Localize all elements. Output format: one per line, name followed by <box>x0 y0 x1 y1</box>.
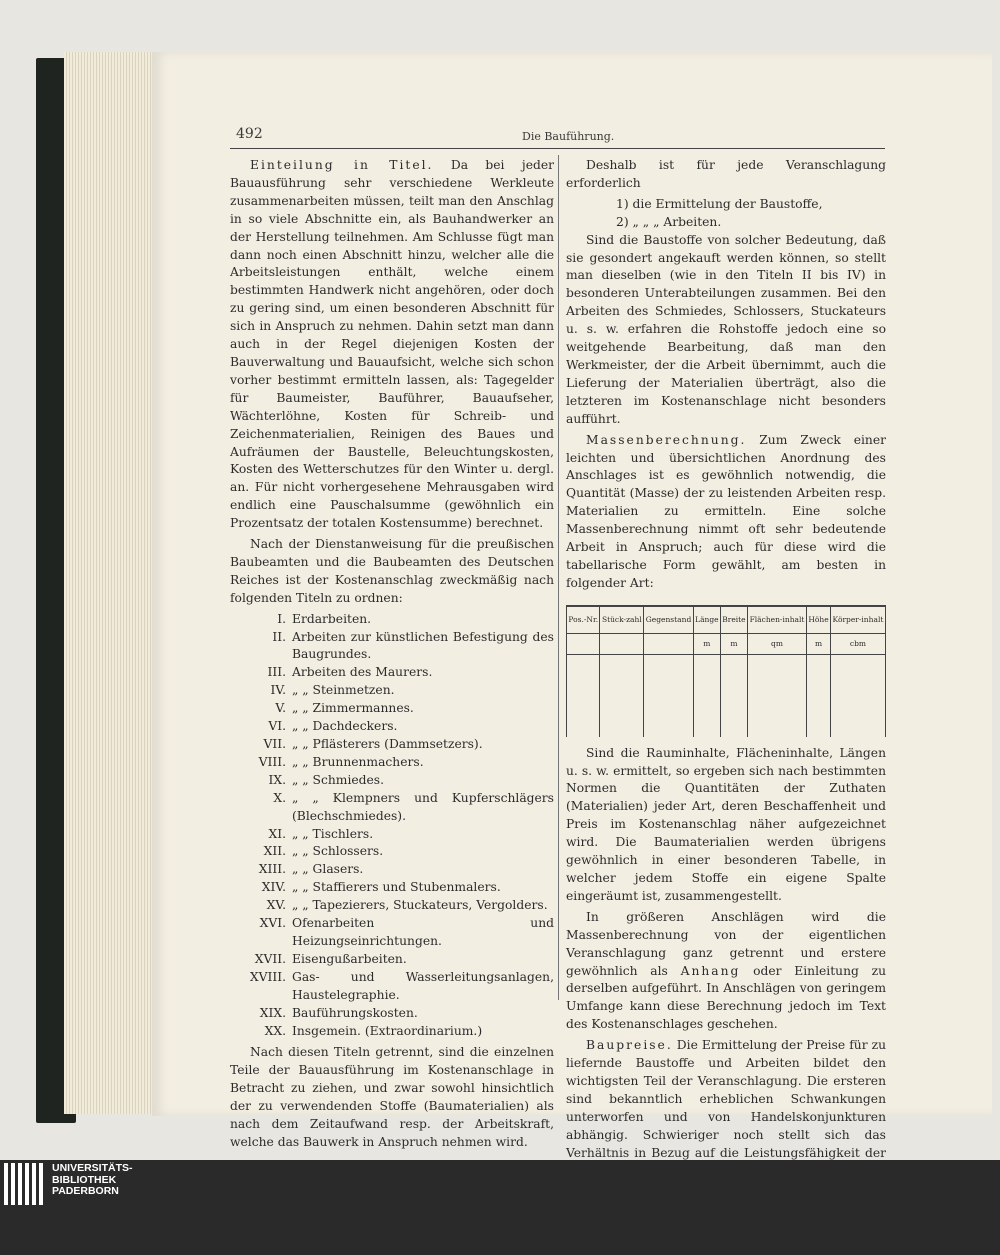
title-number: VI. <box>268 719 286 734</box>
title-item <box>230 611 554 629</box>
paragraph-text: Da bei jeder Bauausführung sehr verschiedene Werkleute zusammenarbeiten müssen, teilt man den Anschlag in so viele Abschnitte ein, als Bauhandwerker an der Herstellung teilnehmen. Am Schlusse fügt man dann noch einen Abschnitt hinzu, welcher alle die Arbeitsleistungen enthält, welche einem bestimmten Handwerk nicht angehören, oder doch zu gering sind, um einen besonderen Abschnitt für sich in Anspruch zu nehmen. Dahin setzt man dann auch in der Regel diejenigen Kosten der Bauverwaltung und Bauaufsicht, welche sich schon vorher bestimmt ermitteln lassen, als: Tagegelder für Baumeister, Bauführer, Bauaufseher, Wächterlöhne, Kosten für Schreib- und Zeichenmaterialien, Reinigen des Baues und Aufräumen der Baustelle, Beleuchtungskosten, Kosten des Wetterschutzes für den Winter u. dergl. an. Für nicht vorhergesehene Mehrausgaben wird endlich eine Pauschalsumme (gewöhnlich ein Prozentsatz der totalen Kostensumme) berechnet. <box>230 158 554 531</box>
title-number: XIX. <box>259 1005 286 1020</box>
footer-bar <box>0 1160 1000 1210</box>
title-text: Eisengußarbeiten. <box>292 951 407 966</box>
table-row <box>567 654 886 737</box>
title-text: Arbeiten des Maurers. <box>292 665 433 680</box>
title-item <box>230 843 554 861</box>
title-text: Insgemein. (Extraordinarium.) <box>292 1023 483 1038</box>
title-item <box>230 664 554 682</box>
title-item <box>230 629 554 665</box>
paragraph: Sind die Baustoffe von solcher Bedeutung, daß sie gesondert angekauft werden können, so stellt man dieselben (wie in den Titeln II bis IV) in besonderen Unterabteilungen zusammen. Bei den Arbeiten des Schmiedes, Schlossers, Stuckateurs u. s. w. erfahren die Rohstoffe jedoch eine so weitgehende Bearbeitung, daß man den Werkmeister, der die Arbeit übernimmt, auch die Lieferung der Materialien überträgt, also die letzteren im Kostenanschlage nicht besonders aufführt. <box>566 232 886 426</box>
table-units-row <box>567 633 886 654</box>
table-cell <box>600 654 644 737</box>
paragraph <box>566 432 886 593</box>
table-header-cell: Pos.-Nr. <box>567 606 600 634</box>
title-text: „ „ Zimmermannes. <box>292 701 414 716</box>
logo-line: UNIVERSITÄTS- <box>52 1162 133 1174</box>
paragraph: Nach der Dienstanweisung für die preußischen Baubeamten und die Baubeamten des Deutschen Reiches ist der Kostenanschlag zweckmäßig nach folgenden Titeln zu ordnen: <box>230 537 554 605</box>
title-item <box>230 790 554 826</box>
left-column <box>230 157 554 1155</box>
logo-line: BIBLIOTHEK <box>52 1173 117 1186</box>
table-header-cell: Flächen-inhalt <box>747 606 806 634</box>
title-text: „ „ Tapezierers, Stuckateurs, Vergolders. <box>292 898 548 913</box>
title-item <box>230 861 554 879</box>
paragraph: Sind die Rauminhalte, Flächeninhalte, Längen u. s. w. ermittelt, so ergeben sich nach bestimmten Normen die Quantitäten der Zuthaten (Materialien) jeder Art, deren Beschaffenheit und Preis im Kostenanschlag näher aufgezeichnet wird. Die Baumaterialien werden übrigens gewöhnlich in einer besonderen Tabelle, in welcher jedem Stoffe ein eigene Spalte eingeräumt ist, zusammengestellt. <box>566 745 886 903</box>
title-number: XII. <box>263 844 286 859</box>
table-unit-cell <box>600 633 644 654</box>
table-unit-cell: m <box>693 633 720 654</box>
title-number: I. <box>277 611 286 626</box>
table-unit-cell: m <box>720 633 747 654</box>
title-text: „ „ Tischlers. <box>292 826 374 841</box>
table-unit-cell: qm <box>747 633 806 654</box>
title-number: XIV. <box>261 880 286 895</box>
paragraph <box>566 1037 886 1252</box>
table-cell <box>830 654 885 737</box>
title-item <box>230 915 554 951</box>
requirement-list <box>566 196 886 232</box>
table-header-row <box>567 606 886 634</box>
title-item <box>230 718 554 736</box>
title-number: III. <box>267 665 286 680</box>
title-item <box>230 754 554 772</box>
title-text: „ „ Glasers. <box>292 862 364 877</box>
title-item <box>230 736 554 754</box>
table-cell <box>644 654 694 737</box>
running-title: Die Bauführung. <box>522 130 615 143</box>
title-number: XIII. <box>258 862 286 877</box>
title-text: Erdarbeiten. <box>292 611 372 626</box>
title-item <box>230 969 554 1005</box>
table-unit-cell: m <box>807 633 831 654</box>
title-number: XVIII. <box>249 969 286 984</box>
table-cell <box>747 654 806 737</box>
header-rule <box>230 148 885 149</box>
table-cell <box>567 654 600 737</box>
list-item: 2) „ „ „ Arbeiten. <box>616 214 722 229</box>
title-text: „ „ Staffierers und Stubenmalers. <box>292 880 501 895</box>
paragraph-text: Die Ermittelung der Preise für zu liefernde Baustoffe und Arbeiten bildet den wichtigsten Teil der Veranschlagung. Die ersteren sind bekanntlich erheblichen Schwankungen unterworfen und von Handelskonjunkturen abhängig. Schwieriger noch stellt sich das Verhältnis in Bezug auf die Leistungsfähigkeit der Angebot geregelte, Arbeitslohn berechnet, welchen der Arbeiter erhält. <box>566 1038 886 1250</box>
library-logo-text <box>52 1163 133 1198</box>
paragraph <box>230 157 554 533</box>
table-unit-cell <box>567 633 600 654</box>
title-text: „ „ Brunnenmachers. <box>292 754 424 769</box>
title-text: Bauführungskosten. <box>292 1005 418 1020</box>
table-header-cell: Körper-inhalt <box>830 606 885 634</box>
title-number: V. <box>275 701 286 716</box>
table-header-cell: Gegenstand <box>644 606 694 634</box>
table-cell <box>807 654 831 737</box>
title-number: IV. <box>270 683 286 698</box>
mass-calculation-table <box>566 605 886 737</box>
title-number: XV. <box>266 898 286 913</box>
title-number: XVII. <box>254 951 286 966</box>
section-lead: Massenberechnung. <box>586 432 747 447</box>
title-number: VIII. <box>258 754 286 769</box>
table-unit-cell: cbm <box>830 633 885 654</box>
title-text: „ „ Steinmetzen. <box>292 683 395 698</box>
title-item <box>230 700 554 718</box>
title-list <box>230 611 554 1041</box>
title-item <box>230 1023 554 1041</box>
title-number: XVI. <box>259 916 286 931</box>
title-text: Ofenarbeiten und Heizungseinrichtungen. <box>292 916 554 948</box>
title-item <box>230 897 554 915</box>
column-divider <box>558 155 559 1000</box>
paragraph-text: In größeren Anschlägen wird die Massenberechnung von der eigentlichen Veranschlagung ganz getrennt und erstere gewöhnlich als <box>566 909 886 978</box>
title-item <box>230 772 554 790</box>
title-number: XX. <box>264 1023 286 1038</box>
title-text: „ „ Schmiedes. <box>292 772 385 787</box>
paragraph-text: oder Einleitung zu derselben aufgeführt. In Anschlägen von geringem Umfange kann diese Berechnung jedoch im Text des Kostenanschlages geschehen. <box>566 963 886 1032</box>
emphasis: Anhang <box>680 963 741 978</box>
title-text: Gas- und Wasserleitungsanlagen, Haustelegraphie. <box>292 969 554 1002</box>
table-cell <box>720 654 747 737</box>
title-item <box>230 951 554 969</box>
page-edges <box>64 52 159 1114</box>
title-number: XI. <box>268 826 286 841</box>
title-text: „ „ Klempners und Kupferschlägers (Blechschmiedes). <box>292 790 554 823</box>
table-header-cell: Breite <box>720 606 747 634</box>
library-logo-icon <box>4 1163 48 1205</box>
logo-line: PADERBORN <box>52 1185 119 1197</box>
title-item <box>230 879 554 897</box>
title-text: „ „ Pflästerers (Dammsetzers). <box>292 737 483 751</box>
table-cell <box>693 654 720 737</box>
paragraph: Nach diesen Titeln getrennt, sind die einzelnen Teile der Bauausführung im Kostenanschlage in Betracht zu ziehen, und zwar sowohl hinsichtlich der zu verwendenden Stoffe (Baumaterialien) als nach dem Zeitaufwand resp. der Arbeitskraft, welche das Bauwerk in Anspruch nehmen wird. <box>230 1045 554 1149</box>
paragraph-text: Zum Zweck einer leichten und übersichtlichen Anordnung des Anschlages ist es gewöhnlich notwendig, die Quantität (Masse) der zu leistenden Arbeiten resp. Materialien zu ermitteln. Eine solche Massenberechnung nimmt oft sehr bedeutende Arbeit in Anspruch; auch für diese wird die tabellarische Form gewählt, am besten in folgender Art: <box>566 432 886 590</box>
title-item <box>230 826 554 844</box>
section-lead: Baupreise. <box>586 1038 673 1053</box>
title-number: X. <box>273 790 286 805</box>
title-item <box>230 682 554 700</box>
title-text: „ „ Schlossers. <box>292 844 384 859</box>
paragraph <box>566 909 886 1034</box>
title-number: VII. <box>263 737 286 751</box>
table-header-cell: Höhe <box>807 606 831 634</box>
table-unit-cell <box>644 633 694 654</box>
right-column <box>566 157 886 1255</box>
table-header-cell: Stück-zahl <box>600 606 644 634</box>
title-text: „ „ Dachdeckers. <box>292 719 398 734</box>
list-item: 1) die Ermittelung der Baustoffe, <box>616 196 823 211</box>
paragraph: Deshalb ist für jede Veranschlagung erforderlich <box>566 158 886 190</box>
title-text: Arbeiten zur künstlichen Befestigung des Baugrundes. <box>292 629 554 662</box>
page-number: 492 <box>236 126 263 142</box>
table-header-cell: Länge <box>693 606 720 634</box>
title-number: IX. <box>268 772 286 787</box>
title-number: II. <box>272 629 286 644</box>
title-item <box>230 1005 554 1023</box>
section-lead: Einteilung in Titel. <box>250 158 434 172</box>
